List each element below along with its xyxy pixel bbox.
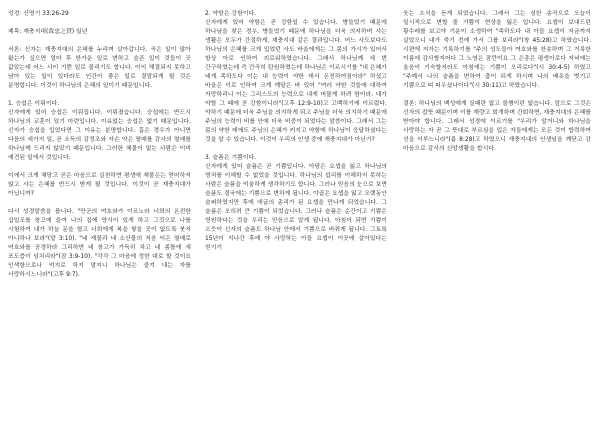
section-heading-1: 1. 승섭은 이뤄이다. [8,101,60,107]
scripture-reference: 성경: 신명기 33:26-29 [8,11,69,17]
body-paragraph: 신자에게 있어 승섭은 이뤄집니다. 이뤄졌습니다. 승섭에는 반드시 하나님의 교훈이 있기 마련입니다. 이유없는 승섭은 없기 때문입니다. 신자가 승섭을 입었다면 그 이유는 분명합니다. 흠은 경우가 아니면 다음의 세가지 일, 곧 소득의 감정조와 자손 약은 열매를 감사의 열매를 하나님께 드리지 않았기 때문입니다. 그러한 체물이 없는 사람은 이미 예견된 일에서 것입니다. [8,110,191,161]
text-column-right [403,10,591,163]
conclusion-paragraph: 결론: 하나님의 백성에게 실패란 없고 불행이란 없습니다. 앞으로 그것은 신자의 잡뜻 때문이며 이를 재량고 회개하며 간회하면, 재충지대의 은혜를 받아야 합니다. 그래서 성경에 이르기를 "우리가 알거니와 하나님을 사랑하는 자 곧 그 뜻대로 부르심을 입은 자들에게는 모든 것이 합력하여 선을 이루느니라"(롬 8:28)고 하였으니 재충지대의 인생임을 깨닫고 감 마음으로 감사의 신앙생활을 합시다. [403,101,591,152]
section-heading-2: 2. 약함은 강함이다. [205,11,257,17]
body-paragraph: 웃는 소식을 듣게 되었습니다. 그래서 그는 심한 송곡으로 오늘이 일시적으로 변할 줄 기쁨이 현상을 잃은 입니다. 요셉이 보내드린 황수레를 보고야 기운이 소생하여 "족하도다 내 아들 요셉이 지금까지 살았으니 내가 죽기 전에 가서 그를 보리라"(창 45:28)고 하였습니다. 시편에 저자는 기록하기를 "주의 성도들아 여호와를 찬송하며 그 거룩한 이름에 감사할지어다 그 노염은 잠깐이요 그 은총은 평생이로다 저녁에는 울음이 기숙할지라도 아침에는 기쁨이 오리로다"(시 30:4-5) 하였고 "주께서 나의 슬픔을 변하여 춤이 되게 하시며 나의 베옷을 벗기고 기쁨으로 띠 띠우셨나이다"(시 30:11)고 하였습니다. [403,11,591,89]
body-paragraph: 이에서 크게 채당고 곧은 마음으로 실천하면 평생에 재물은는 얻어하지 않고 사는 은혜를 반드시 받게 될 것입니다. 이것이 곧 재충지대가 아닙니까? [8,173,191,197]
body-paragraph: 신자에게 있어 약함은 곧 강함일 수 있습니다. 병들었기 때문에 하나님을 찾은 경우, 병들었기 때문에 하나님을 더욱 의지하며 사는 생활은 모두가 간절하게, 재충지대 같은 결과입니다. 어느 사도보다도 하나님의 은혜를 크게 입었던 사도 바울에게는 그 몸의 가시가 있어서 항상 아로 인하여 괴로워하였습니다. 그래서 하나님께 세 번 간구하였는데 즉 간곡히 탄원하였는데 하나님은 이르시기를 "내 은혜가 네게 족하도다 이는 내 능력이 약한 데서 온전하여짐이라" 하셨고 바울은 이로 인하여 크게 깨달은 바 있어 "여러 약한 것들에 대하여 자랑하리니 이는 그리스도의 능력으로 내게 머물게 하려 함이라. 내가 약할 그 때에 곧 강함이니라"(고후 12:9-10)고 고백하기에 이르렀다. 약하기 때문에 더욱 주님을 의지하게 되고 주님을 더욱 의지하기 때문에 주님의 능력이 비를 안에 더욱 비중이 되었다는 말씀이다. 그래서 그는 몸의 약한 데에도 주님의 은혜가 커지고 약함에 하나님이 응답하셨다는 것을 알 수 있습니다. 이것이 우리의 인생 중에 재충지대가 아닌가? [205,20,387,143]
introduction-paragraph: 서론: 신자는 재충지대의 은혜를 누리며 살아갑니다. 곡은 일이 많아 왔는가 싶으면 얼마 후 한가운 일로 변하고 슬픈 일이 것들이 곳 값았는데 어느 사이 기쁜 일로 물리기도 합니다. 이익 해결되지 못하고 남아 있는 일이 있더라도 인간이 좋은 일로 결말되게 될 것은 분명합니다. 이것이 하나님의 은혜의 일이기 때문입니다. [8,47,191,89]
body-paragraph: 다시 성경말씀을 봅니다. "만군의 여호와가 이르노라 너희의 온전한 십일조를 창고에 들여 나의 집에 양식이 있게 하고 그것으로 나를 시험하여 내가 하늘 문을 열고 너희에게 복을 쌓을 곳이 없도록 붓지 아니하나 보라"(말 3:10). "네 재물과 네 소산물의 처음 익은 열매로 여호와를 공경하라 그리하면 네 창고가 가득히 차고 네 좀틀에 새 포도즙이 넘치리라"(잠 3:9-10). "각각 그 마음에 정한 대로 할 것이요 인색함으로나 억지로 하지 말지니 하나님은 즐겨 내는 자를 사랑하시느니라"(고후 9:7). [8,209,191,278]
body-paragraph: 신자에게 있어 슬픔은 곧 기쁨입니다. 아담은 요셉을 잃고 하나님의 명처를 이해할 수 없었을 것입니다. 하나님의 섭리를 이해하지 못하는 사람은 슬픔을 억울하게 생각하기도 합니다. 그러나 믿음의 눈으로 보면 슬픔도 결국에는 기쁨으로 변하게 됩니다. 야곱은 요셉을 잃고 오랫동안 슬퍼하였지만 후에 애굽의 총리가 된 요셉을 만나게 되었습니다. 그 슬픔은 오히려 큰 기쁨이 되었습니다. 그러나 슬픔은 순간이고 기쁨은 영원하다는 것을 우리는 믿음으로 알게 됩니다. 아침이 되면 기쁨이 오듯이 신자의 슬픔도 하나님 안에서 기쁨으로 바뀌게 됩니다. 그토록 15년이 지나간 후에 야 사랑하는 아들 요셉이 이곳에 살아있다는 믿기기 [205,164,387,251]
sermon-title: 제목: 재충지대(裁忠之貸) 일년 [8,29,88,35]
section-heading-3: 3. 슬픔은 기쁨이다. [205,155,257,161]
text-column-middle [205,10,387,262]
text-column-left [8,10,191,289]
